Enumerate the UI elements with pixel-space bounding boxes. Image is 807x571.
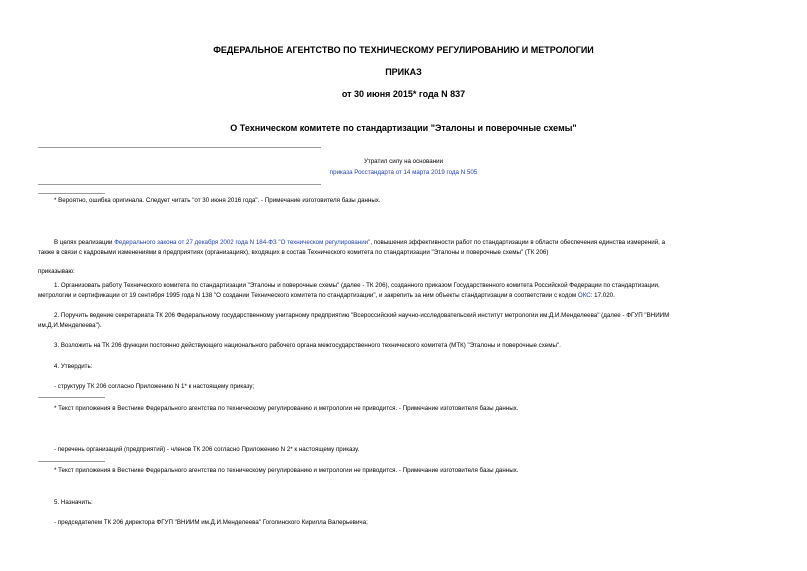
item-3-text: 3. Возложить на ТК 206 функции постоянно действующего национального рабочего органа межгосударственного технического комитета (МТК) "Эталоны и поверочные схемы".	[54, 342, 561, 349]
item-4-title	[38, 362, 768, 372]
item-1	[38, 281, 768, 301]
status-text: Утратил силу на основании	[363, 158, 444, 165]
item-4-heading: 4. Утвердить:	[54, 363, 93, 370]
chairman-line: - председателем ТК 206 директора ФГУП "ВНИИМ им.Д.И.Менделеева" Гоголинского Кирилла Валерьевича;	[54, 519, 368, 526]
okc-link[interactable]: ОКС	[577, 292, 591, 299]
item-4-sub1	[38, 382, 768, 392]
preamble-line2: также в связи с кадровыми изменениями в предприятиях (организациях), входящих в состав Технического комитета по стандартизации "Эталоны и поверочные схемы" (ТК 206)	[38, 249, 549, 256]
item-5-title	[38, 498, 768, 508]
footnote-date-error	[38, 196, 768, 206]
divider	[38, 147, 321, 148]
doc-date: от 30 июня 2015* года N 837	[341, 89, 466, 99]
footnote-appendix-2	[38, 466, 768, 476]
item-1-code: : 17.020.	[590, 292, 615, 299]
item-4-sub2	[38, 445, 768, 455]
preamble-prefix: В целях реализации	[54, 239, 115, 246]
item-2	[38, 311, 768, 331]
doc-type-heading: ПРИКАЗ	[385, 67, 422, 77]
item-2-line1: 2. Поручить ведение секретариата ТК 206 Федеральному государственному унитарному предприятию "Всероссийский научно-исследовательский институт метрологии им.Д.И.Менделеева" (далее - ФГУП "ВНИИМ	[54, 312, 670, 319]
item-5-heading: 5. Назначить:	[54, 499, 93, 506]
divider	[38, 184, 321, 185]
preamble	[38, 238, 768, 258]
footnote-text: * Вероятно, ошибка оригинала. Следует читать "от 30 июня 2016 года". - Примечание изготовителя базы данных.	[54, 197, 381, 204]
footnote-text: * Текст приложения в Вестнике Федерального агентства по техническому регулированию и метрологии не приводится. - Примечание изготовителя базы данных.	[54, 467, 519, 474]
item-2-line2: им.Д.И.Менделеева").	[38, 322, 102, 329]
doc-subject: О Техническом комитете по стандартизации "Эталоны и поверочные схемы"	[230, 123, 577, 133]
repeal-order-link[interactable]: приказа Росстандарта от 14 марта 2019 года N 505	[329, 169, 478, 176]
footnote-text: * Текст приложения в Вестнике Федерального агентства по техническому регулированию и метрологии не приводится. - Примечание изготовителя базы данных.	[54, 405, 519, 412]
appendix-1-line: - структуру ТК 206 согласно Приложению N 1* к настоящему приказу;	[54, 383, 255, 390]
item-5-sub1	[38, 518, 768, 528]
preamble-suffix: , повышения эффективности работ по стандартизации в области обеспечения единства измерений, а	[370, 239, 666, 246]
order-word: приказываю:	[38, 268, 75, 275]
agency-heading: ФЕДЕРАЛЬНОЕ АГЕНТСТВО ПО ТЕХНИЧЕСКОМУ РЕГУЛИРОВАНИЮ И МЕТРОЛОГИИ	[213, 45, 594, 55]
footnote-divider	[38, 461, 105, 462]
footnote-appendix-1	[38, 404, 768, 414]
appendix-2-line: - перечень организаций (предприятий) - членов ТК 206 согласно Приложению N 2* к настоящему приказу.	[54, 446, 360, 453]
footnote-divider	[38, 397, 105, 398]
item-1-line2: метрологии и сертификации от 19 сентября 1995 года N 138 "О создании Технического комитета по стандартизации", и закрепить за ним объекты стандартизации в соответствии с кодом	[38, 292, 578, 299]
federal-law-link[interactable]: Федерального закона от 27 декабря 2002 года N 184-ФЗ "О техническом регулировании"	[114, 239, 371, 246]
item-1-line1: 1. Организовать работу Технического комитета по стандартизации "Эталоны и поверочные схемы" (далее - ТК 206), созданного приказом Государственного комитета Российской Федерации по стандартизации,	[54, 282, 660, 289]
footnote-divider	[38, 193, 105, 194]
item-3	[38, 341, 768, 351]
